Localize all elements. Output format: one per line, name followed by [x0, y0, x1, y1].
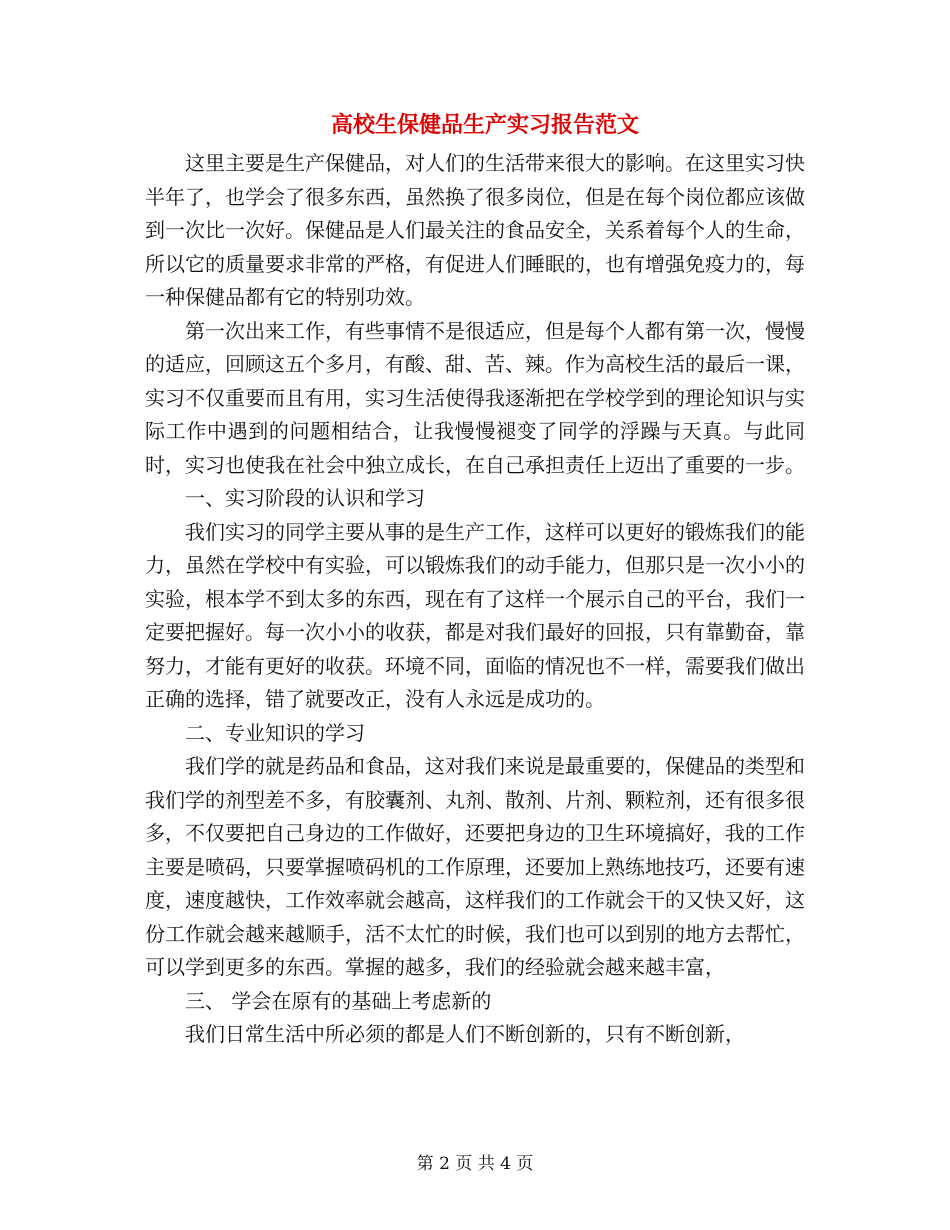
- document-page: [145, 103, 805, 1052]
- paragraph: 这里主要是生产保健品，对人们的生活带来很大的影响。在这里实习快半年了，也学会了很多东西，虽然换了很多岗位，但是在每个岗位都应该做到一次比一次好。保健品是人们最关注的食品安全，关系着每个人的生命，所以它的质量要求非常的严格，有促进人们睡眠的，也有增强免疫力的，每一种保健品都有它的特别功效。: [145, 151, 805, 309]
- paragraph: 第一次出来工作，有些事情不是很适应，但是每个人都有第一次，慢慢的适应，回顾这五个多月，有酸、甜、苦、辣。作为高校生活的最后一课，实习不仅重要而且有用，实习生活使得我逐渐把在学校学到的理论知识与实际工作中遇到的问题相结合，让我慢慢褪变了同学的浮躁与天真。与此同时，实习也使我在社会中独立成长，在自己承担责任上迈出了重要的一步。: [145, 318, 805, 477]
- section-heading: 二、专业知识的学习: [185, 720, 365, 745]
- page-number-footer: 第 2 页 共 4 页: [416, 1154, 534, 1174]
- paragraph: 我们实习的同学主要从事的是生产工作，这样可以更好的锻炼我们的能力，虽然在学校中有实验，可以锻炼我们的动手能力，但那只是一次小小的实验，根本学不到太多的东西，现在有了这样一个展示自己的平台，我们一定要把握好。每一次小小的收获，都是对我们最好的回报，只有靠勤奋，靠努力，才能有更好的收获。环境不同，面临的情况也不一样，需要我们做出正确的选择，错了就要改正，没有人永远是成功的。: [145, 519, 805, 711]
- section-heading: 三、 学会在原有的基础上考虑新的: [185, 988, 492, 1013]
- section-heading: 一、实习阶段的认识和学习: [185, 486, 425, 510]
- document-title: 高校生保健品生产实习报告范文: [330, 112, 639, 138]
- paragraph: 我们日常生活中所必须的都是人们不断创新的，只有不断创新，: [185, 1022, 745, 1046]
- paragraph: 我们学的就是药品和食品，这对我们来说是最重要的，保健品的类型和我们学的剂型差不多，有胶囊剂、丸剂、散剂、片剂、颗粒剂，还有很多很多，不仅要把自己身边的工作做好，还要把身边的卫生环境搞好，我的工作主要是喷码，只要掌握喷码机的工作原理，还要加上熟练地技巧，还要有速度，速度越快，工作效率就会越高，这样我们的工作就会干的又快又好，这份工作就会越来越顺手，活不太忙的时候，我们也可以到别的地方去帮忙，可以学到更多的东西。掌握的越多，我们的经验就会越来越丰富，: [145, 754, 805, 979]
